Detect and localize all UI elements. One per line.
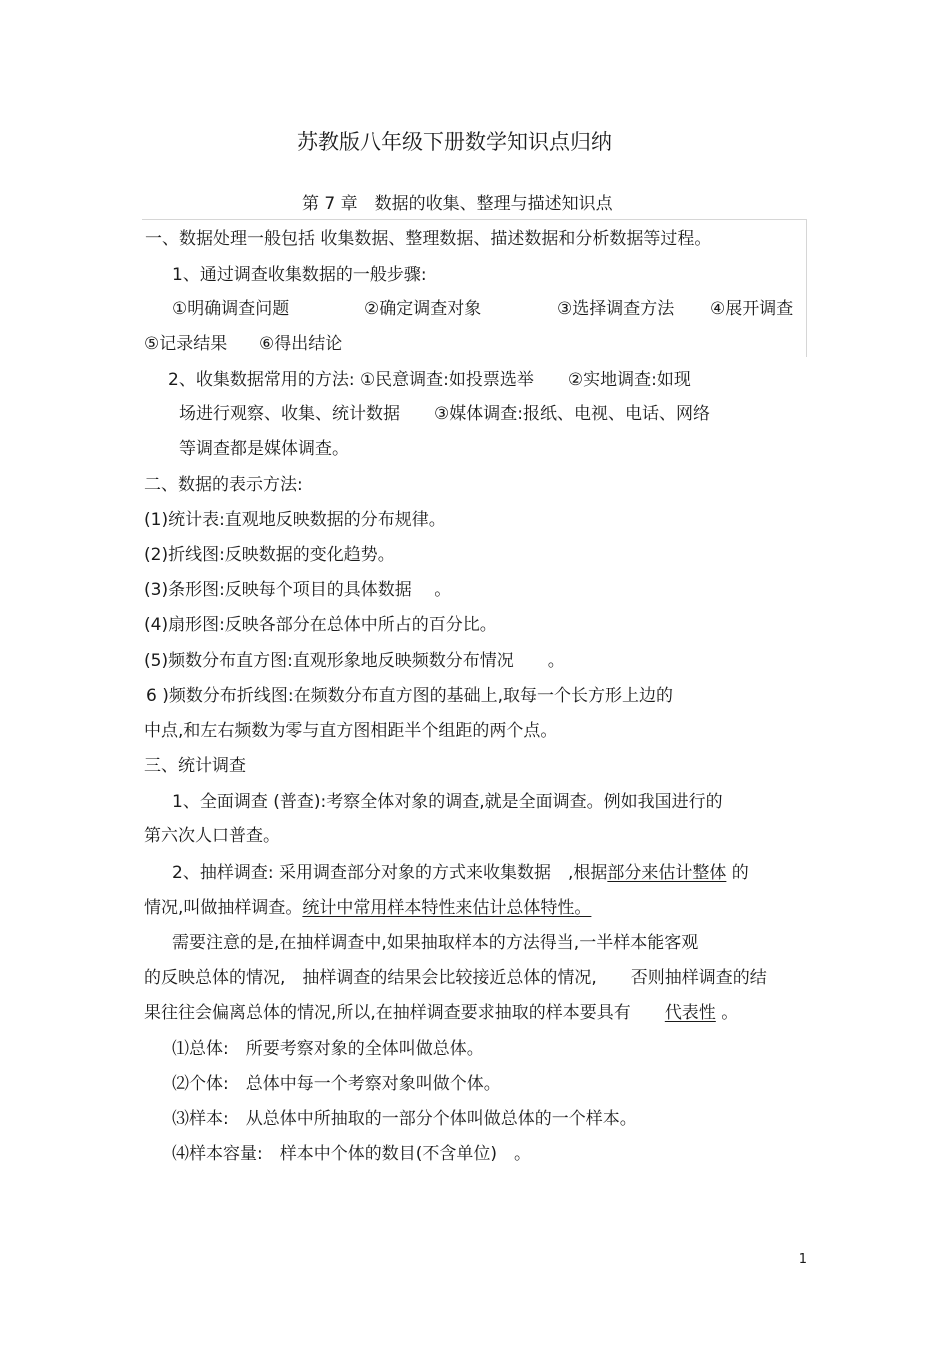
section-three-heading: 三、统计调查 [144,756,246,776]
sample-survey-text-a: 2、抽样调查: 采用调查部分对象的方式来收集数据 ,根据 [172,863,608,883]
note-line-2: 的反映总体的情况, 抽样调查的结果会比较接近总体的情况, 否则抽样调查的结 [144,968,767,988]
note-line-3 [144,1002,738,1024]
section-two-heading: 二、数据的表示方法: [144,475,303,495]
page-title: 苏教版八年级下册数学知识点归纳 [297,130,612,154]
note-text-c: 果往往会偏离总体的情况,所以,在抽样调查要求抽取的样本要具有 [144,1003,665,1023]
steps-title: 1、通过调查收集数据的一般步骤: [172,265,427,285]
full-survey-line-1: 1、全面调查 (普查):考察全体对象的调查,就是全面调查。例如我国进行的 [172,792,723,812]
full-survey-line-2: 第六次人口普查。 [144,826,280,846]
note-line-1: 需要注意的是,在抽样调查中,如果抽取样本的方法得当,一半样本能客观 [172,933,699,953]
step-1: ①明确调查问题 [172,299,290,319]
sample-survey-text-a-end: 的 [726,863,749,883]
definition-sample: ⑶样本: 从总体中所抽取的一部分个体叫做总体的一个样本。 [172,1109,637,1129]
sample-survey-line-1 [172,862,749,884]
representation-item-6a: 6 )频数分布折线图:在频数分布直方图的基础上,取每一个长方形上边的 [146,686,673,706]
representation-item-2: (2)折线图:反映数据的变化趋势。 [144,545,395,565]
step-6: ⑥得出结论 [259,334,343,354]
page-number: 1 [798,1252,807,1267]
sample-survey-underlined-a: 部分来估计整体 [607,863,727,883]
representation-item-3: (3)条形图:反映每个项目的具体数据 。 [144,580,452,600]
definition-sample-size: ⑷样本容量: 样本中个体的数目(不含单位) 。 [172,1144,531,1164]
step-4: ④展开调查 [710,299,794,319]
sample-survey-underlined-b: 统计中常用样本特性来估计总体特性。 [302,898,592,918]
methods-line-3: 等调查都是媒体调查。 [179,439,349,459]
section-one-intro: 一、数据处理一般包括 收集数据、整理数据、描述数据和分析数据等过程。 [145,229,712,249]
note-text-c-end: 。 [715,1003,739,1023]
step-2: ②确定调查对象 [364,299,482,319]
representation-item-4: (4)扇形图:反映各部分在总体中所占的百分比。 [144,615,497,635]
methods-line-1: 2、收集数据常用的方法: ①民意调查:如投票选举 ②实地调查:如现 [168,370,691,390]
sample-survey-line-2 [144,897,591,919]
methods-line-2: 场进行观察、收集、统计数据 ③媒体调查:报纸、电视、电话、网络 [179,404,710,424]
definition-population: ⑴总体: 所要考察对象的全体叫做总体。 [172,1039,484,1059]
sample-survey-text-b: 情况,叫做抽样调查。 [144,898,303,918]
step-5: ⑤记录结果 [144,334,228,354]
chapter-heading: 第 7 章 数据的收集、整理与描述知识点 [302,194,613,214]
note-underlined-c: 代表性 [664,1003,716,1023]
representation-item-1: (1)统计表:直观地反映数据的分布规律。 [144,510,446,530]
definition-individual: ⑵个体: 总体中每一个考察对象叫做个体。 [172,1074,501,1094]
step-3: ③选择调查方法 [557,299,675,319]
representation-item-6b: 中点,和左右频数为零与直方图相距半个组距的两个点。 [144,721,558,741]
representation-item-5: (5)频数分布直方图:直观形象地反映频数分布情况 。 [144,651,565,671]
